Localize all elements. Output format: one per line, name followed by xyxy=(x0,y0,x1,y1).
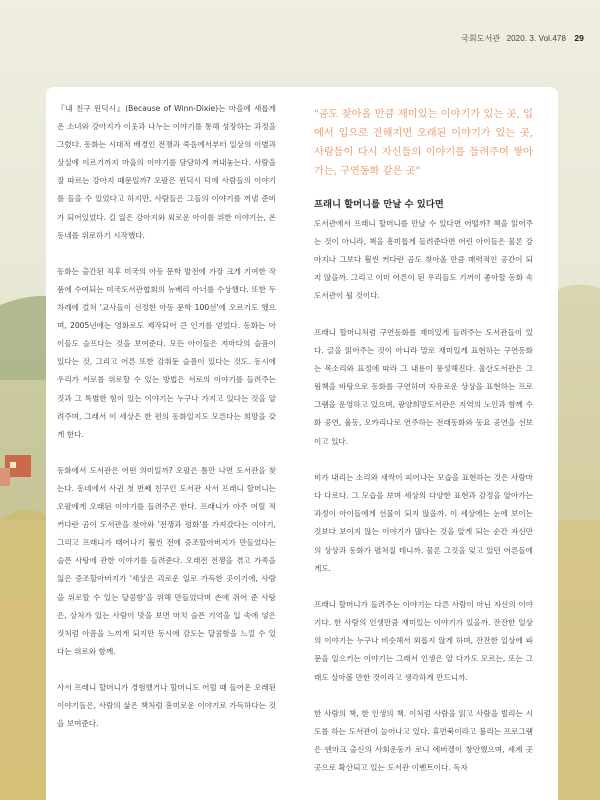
body-paragraph: 도서관에서 프래니 할머니를 만날 수 있다면 어떨까? 책을 읽어주는 것이 아니라, 책을 흥미롭게 들려준다면 어린 아이들은 물론 강아지나 그보다 훨씬 커다란 곰도 찾아올 만큼 매력적인 공간이 되지 않을까. 그리고 이미 어른이 된 우리들도 기꺼이 좋아할 동화 속 도서관이 될 것이다. xyxy=(314,219,533,301)
body-paragraph: 프래니 할머니처럼 구연동화를 재미있게 들려주는 도서관들이 있다. 글을 읽어주는 것이 아니라 말로 재미있게 표현하는 구연동화는 목소리와 표정에 따라 그 내용이 풍성해진다. 울산도서관은 그림책을 바탕으로 동화를 구연하며 자유로운 상상을 표현하는 프로그램을 운영하고 있으며, 광양희망도서관은 지역의 노인과 함께 수화 공연, 율동, 오카리나로 연주하는 전래동화와 동요 공연을 선보이고 있다. xyxy=(314,327,533,446)
body-paragraph: 동화에서 도서관은 어떤 의미일까? 오팔은 틈만 나면 도서관을 찾는다. 동네에서 사귄 첫 번째 친구인 도서관 사서 프래니 할머니는 오팔에게 오래된 이야기를 들려주곤 한다. 프래니가 아주 어릴 적 커다란 곰이 도서관을 찾아와 '전쟁과 평화'를 가져갔다는 이야기, 그리고 프래니가 태어나기 훨씬 전에 증조할아버지가 만들었다는 슬픈 사탕에 관한 이야기를 들려준다. 오래전 전쟁을 겪고 가족을 잃은 증조할아버지가 '세상은 괴로운 일로 가득한 곳이기에, 사람을 위로할 수 있는 달콤함'을 위해 만들었다며 손에 쥐어 준 사탕은, 상처가 있는 사람이 맛을 보면 마치 슬픈 기억을 입 속에 넣은 것처럼 아픔을 느끼게 되지만 동시에 감도는 달콤함을 느낄 수 있다는 위로와 함께. xyxy=(57,465,276,656)
body-paragraph: 사서 프래니 할머니가 경험했거나 할머니도 어릴 때 들어온 오래된 이야기들은, 사람의 삶은 책처럼 흥미로운 이야기로 가득하다는 것을 보여준다. xyxy=(57,683,276,729)
body-paragraph: 『내 친구 윈딕시』(Because of Winn-Dixie)는 마을에 새롭게 온 소녀와 강아지가 이웃과 나누는 이야기를 통해 성장하는 과정을 그렸다. 동화는 시대적 배경인 전쟁과 죽음에서부터 일상의 이별과 상실에 이르기까지 마을의 이야기를 담담하게 꺼내놓는다. 사람을 잘 따르는 강아지 때문일까? 오팔은 윈딕시 덕에 사람들의 이야기를 들을 수 있었다고 하지만, 사람들은 그들의 이야기를 꺼낼 준비가 되어있었다. 길 잃은 강아지와 외로운 아이를 위한 이야기는, 온 동네를 위로하기 시작했다. xyxy=(57,104,276,240)
publication-name: 국회도서관 xyxy=(461,34,501,43)
right-column xyxy=(314,105,533,796)
section-heading: 프래니 할머니를 만날 수 있다면 xyxy=(314,199,444,210)
pull-quote: "곰도 찾아올 만큼 재미있는 이야기가 있는 곳, 입에서 입으로 전해지면 오래된 이야기가 있는 곳, 사람들이 다시 자신들의 이야기를 들려주며 쌓아가는, 구연동화 같은 곳" xyxy=(314,109,533,177)
page-number: 29 xyxy=(574,33,584,43)
left-column xyxy=(57,100,276,751)
body-paragraph: 동화는 출간된 직후 미국의 아동 문학 발전에 가장 크게 기여한 작품에 수여되는 미국도서관협회의 뉴베리 아너를 수상했다. 또한 두 차례에 걸쳐 '교사들이 선정한 아동 문학 100선'에 오르기도 했으며, 2005년에는 영화로도 제작되어 큰 인기를 얻었다. 동화는 아이들도 슬프다는 것을 보여준다. 모든 아이들은 저마다의 슬픔이 있다는 것, 그리고 어른 또한 감춰둔 슬픔이 있다는 것도. 동시에 우리가 서로를 위로할 수 있는 방법은 서로의 이야기를 들려주는 것과 그 특별한 힘이 있는 이야기는 누구나 가지고 있다는 것을 알려주며, 그래서 이 세상은 한 편의 동화일지도 모른다는 희망을 갖게 한다. xyxy=(57,266,276,439)
issue-info: 2020. 3. Vol.478 xyxy=(506,34,567,43)
page-header xyxy=(461,33,584,44)
body-paragraph: 비가 내리는 소리와 새싹이 피어나는 모습을 표현하는 것은 사람마다 다르다. 그 모습을 보며 세상의 다양한 표현과 감정을 알아가는 과정이 아이들에게 선물이 되지 않을까. 이 세상에는 눈에 보이는 것보다 보이지 않는 이야기가 많다는 것을 알게 되는 순간 자신만의 상상과 동화가 펼쳐질 테니까. 물론 그것을 잊고 있던 어른들에게도. xyxy=(314,473,533,573)
body-paragraph: 프래니 할머니가 들려주는 이야기는 다른 사람이 아닌 자신의 이야기다. 한 사람의 인생만큼 재미있는 이야기가 있을까. 잔잔한 일상의 이야기는 누구나 비슷해서 외롭지 않게 하며, 잔잔한 일상에 파문을 일으키는 이야기는 그래서 인생은 알 다가도 모르는, 또는 그래도 살아볼 만한 것이라고 생각하게 만드니까. xyxy=(314,600,533,682)
article-card xyxy=(46,87,558,800)
body-paragraph: 한 사람의 책, 한 인생의 책. 이처럼 사람을 읽고 사람을 빌리는 시도를 하는 도서관이 늘어나고 있다. 휴먼북이라고 불리는 프로그램은 덴마크 출신의 사회운동가 로니 에버겔이 창안했으며, 세계 곳곳으로 확산되고 있는 도서관 이벤트이다. 독자 xyxy=(314,709,533,773)
